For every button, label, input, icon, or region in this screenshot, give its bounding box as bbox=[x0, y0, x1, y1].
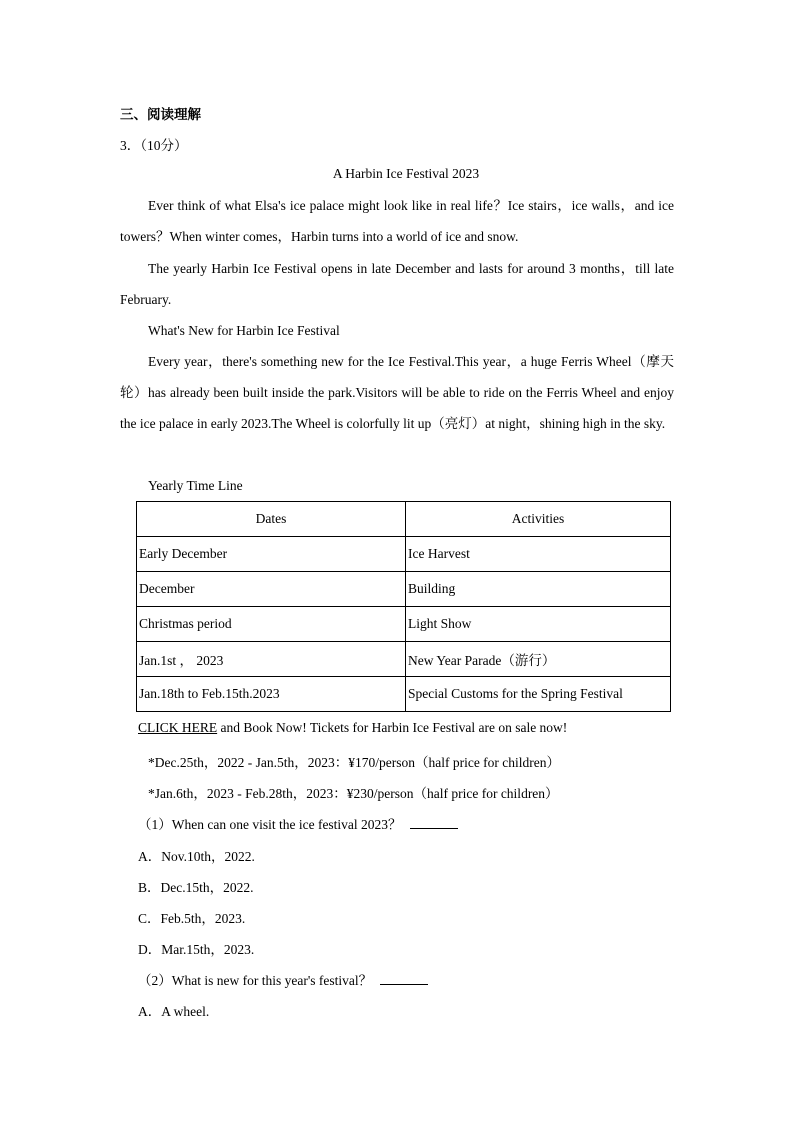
passage-paragraph-1: Ever think of what Elsa's ice palace might look like in real life？Ice stairs，ice walls，and ice towers？When winter comes，Harbin turns into a world of ice and snow. bbox=[120, 198, 674, 244]
price-line-2: *Jan.6th，2023 - Feb.28th，2023：¥230/person（half price for children） bbox=[148, 786, 559, 801]
table-row bbox=[137, 677, 671, 712]
table-cell-activity: Building bbox=[406, 572, 671, 607]
table-cell-date: Jan.1st ， 2023 bbox=[137, 642, 406, 677]
table-row bbox=[137, 572, 671, 607]
table-header-dates: Dates bbox=[137, 502, 406, 537]
passage-title: A Harbin Ice Festival 2023 bbox=[332, 166, 480, 181]
passage-paragraph-2: The yearly Harbin Ice Festival opens in late December and lasts for around 3 months，till late February. bbox=[120, 261, 674, 307]
table-header-activities: Activities bbox=[406, 502, 671, 537]
option-d: D．Mar.15th，2023. bbox=[138, 942, 255, 957]
passage-subheading: What's New for Harbin Ice Festival bbox=[148, 323, 340, 338]
table-cell-date: December bbox=[137, 572, 406, 607]
option-a: A．Nov.10th，2022. bbox=[138, 849, 255, 864]
click-here-link[interactable]: CLICK HERE bbox=[138, 720, 218, 735]
table-header-row bbox=[137, 502, 671, 537]
answer-blank[interactable] bbox=[380, 983, 428, 985]
table-cell-activity: New Year Parade（游行） bbox=[406, 642, 671, 677]
option-a: A．A wheel. bbox=[138, 1004, 210, 1019]
sub-question-2-stem: （2）What is new for this year's festival？ bbox=[138, 973, 373, 988]
booking-line bbox=[138, 720, 567, 736]
table-cell-activity: Special Customs for the Spring Festival bbox=[406, 677, 671, 712]
price-line-1: *Dec.25th，2022 - Jan.5th，2023：¥170/person（half price for children） bbox=[148, 755, 561, 770]
option-b: B．Dec.15th，2022. bbox=[138, 880, 254, 895]
timeline-heading: Yearly Time Line bbox=[148, 478, 243, 493]
sub-question-2 bbox=[138, 969, 428, 989]
table-row bbox=[137, 537, 671, 572]
option-c: C．Feb.5th，2023. bbox=[138, 911, 246, 926]
timeline-table bbox=[136, 501, 671, 712]
table-cell-activity: Light Show bbox=[406, 607, 671, 642]
table-row bbox=[137, 642, 671, 677]
sub-question-1 bbox=[138, 813, 458, 833]
answer-blank[interactable] bbox=[410, 827, 458, 829]
section-heading: 三、阅读理解 bbox=[120, 107, 201, 122]
sub-question-1-stem: （1）When can one visit the ice festival 2023？ bbox=[138, 817, 402, 832]
table-cell-date: Christmas period bbox=[137, 607, 406, 642]
table-cell-date: Jan.18th to Feb.15th.2023 bbox=[137, 677, 406, 712]
table-row bbox=[137, 607, 671, 642]
table-cell-date: Early December bbox=[137, 537, 406, 572]
question-number: 3．（10分） bbox=[120, 138, 188, 153]
table-cell-activity: Ice Harvest bbox=[406, 537, 671, 572]
booking-text: and Book Now! Tickets for Harbin Ice Festival are on sale now! bbox=[217, 720, 568, 735]
passage-paragraph-3: Every year，there's something new for the Ice Festival.This year，a huge Ferris Wheel（摩天轮）has already been built inside the park.Visitors will be able to ride on the Ferris Wheel and enjoy the ice palace in early 2023.The Wheel is colorfully lit up（亮灯）at night，shining high in the sky. bbox=[120, 354, 674, 431]
